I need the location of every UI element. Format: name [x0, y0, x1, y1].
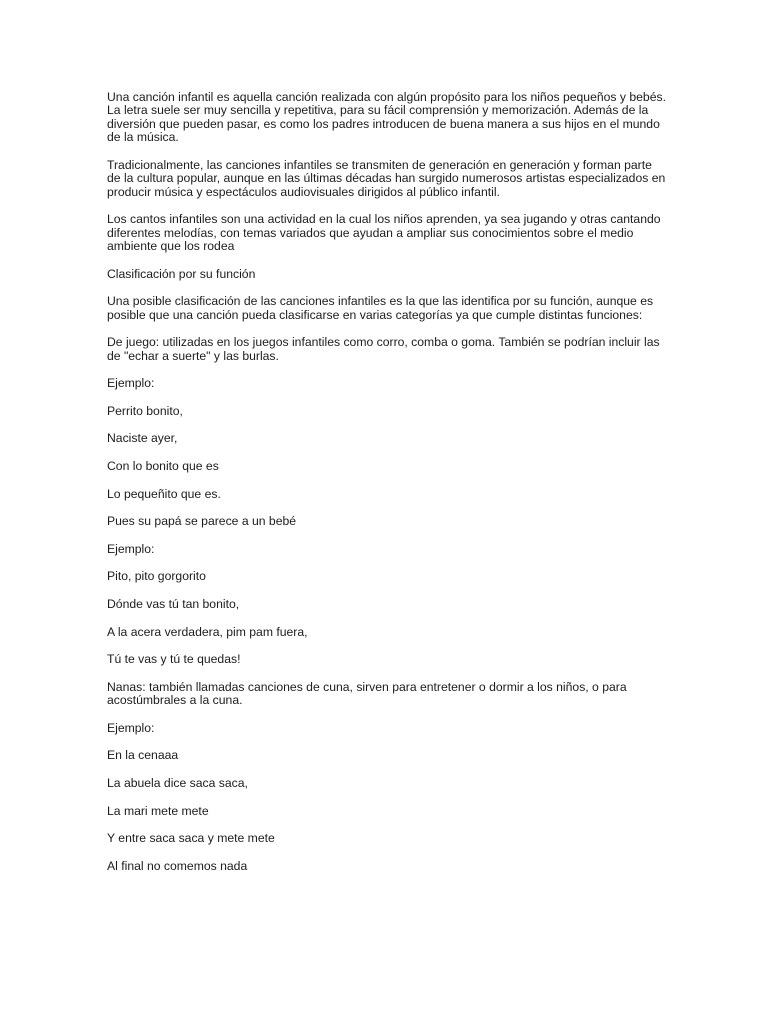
- example-label: Ejemplo:: [107, 541, 155, 556]
- example-label: Ejemplo:: [107, 720, 155, 735]
- classification-paragraph: Una posible clasificación de las canciones infantiles es la que las identifica por su función, aunque es posible que una canción pueda clasificarse en varias categorías ya que cumple distintas funciones:: [107, 294, 654, 322]
- verse-line: La mari mete mete: [107, 803, 209, 818]
- verse-line: Dónde vas tú tan bonito,: [107, 596, 240, 611]
- document-body: [107, 91, 667, 887]
- verse-line: Naciste ayer,: [107, 431, 178, 446]
- game-songs-paragraph: De juego: utilizadas en los juegos infantiles como corro, comba o goma. También se podrían incluir las de "echar a suerte" y las burlas.: [107, 335, 660, 363]
- verse-line: Al final no comemos nada: [107, 858, 248, 873]
- example-label: Ejemplo:: [107, 376, 155, 391]
- verse-line: Y entre saca saca y mete mete: [107, 831, 275, 846]
- intro-paragraph: Una canción infantil es aquella canción realizada con algún propósito para los niños pequeños y bebés. La letra suele ser muy sencilla y repetitiva, para su fácil comprensión y memorización. Además de la diversión que pueden pasar, es como los padres introducen de buena manera a sus hijos en el mundo de la música.: [107, 90, 666, 145]
- verse-line: Pues su papá se parece a un bebé: [107, 514, 297, 529]
- lullaby-paragraph: Nanas: también llamadas canciones de cuna, sirven para entretener o dormir a los niños, o para acostúmbrales a la cuna.: [107, 679, 627, 708]
- verse-line: La abuela dice saca saca,: [107, 775, 248, 790]
- verse-line: Con lo bonito que es: [107, 459, 219, 473]
- section-heading: Clasificación por su función: [107, 266, 256, 281]
- verse-line: A la acera verdadera, pim pam fuera,: [107, 624, 308, 639]
- verse-line: Lo pequeñito que es.: [107, 486, 221, 501]
- verse-line: Pito, pito gorgorito: [107, 569, 206, 584]
- verse-line: En la cenaaa: [107, 748, 179, 763]
- verse-line: Tú te vas y tú te quedas!: [107, 652, 241, 667]
- activity-paragraph: Los cantos infantiles son una actividad en la cual los niños aprenden, ya sea jugando y otras cantando diferentes melodías, con temas variados que ayudan a ampliar sus conocimientos sobre el medio ambiente que los rodea: [107, 212, 661, 254]
- tradition-paragraph: Tradicionalmente, las canciones infantiles se transmiten de generación en generación y forman parte de la cultura popular, aunque en las últimas décadas han surgido numerosos artistas especializados en producir música y espectáculos audiovisuales dirigidos al público infantil.: [107, 157, 666, 199]
- verse-line: Perrito bonito,: [107, 403, 183, 418]
